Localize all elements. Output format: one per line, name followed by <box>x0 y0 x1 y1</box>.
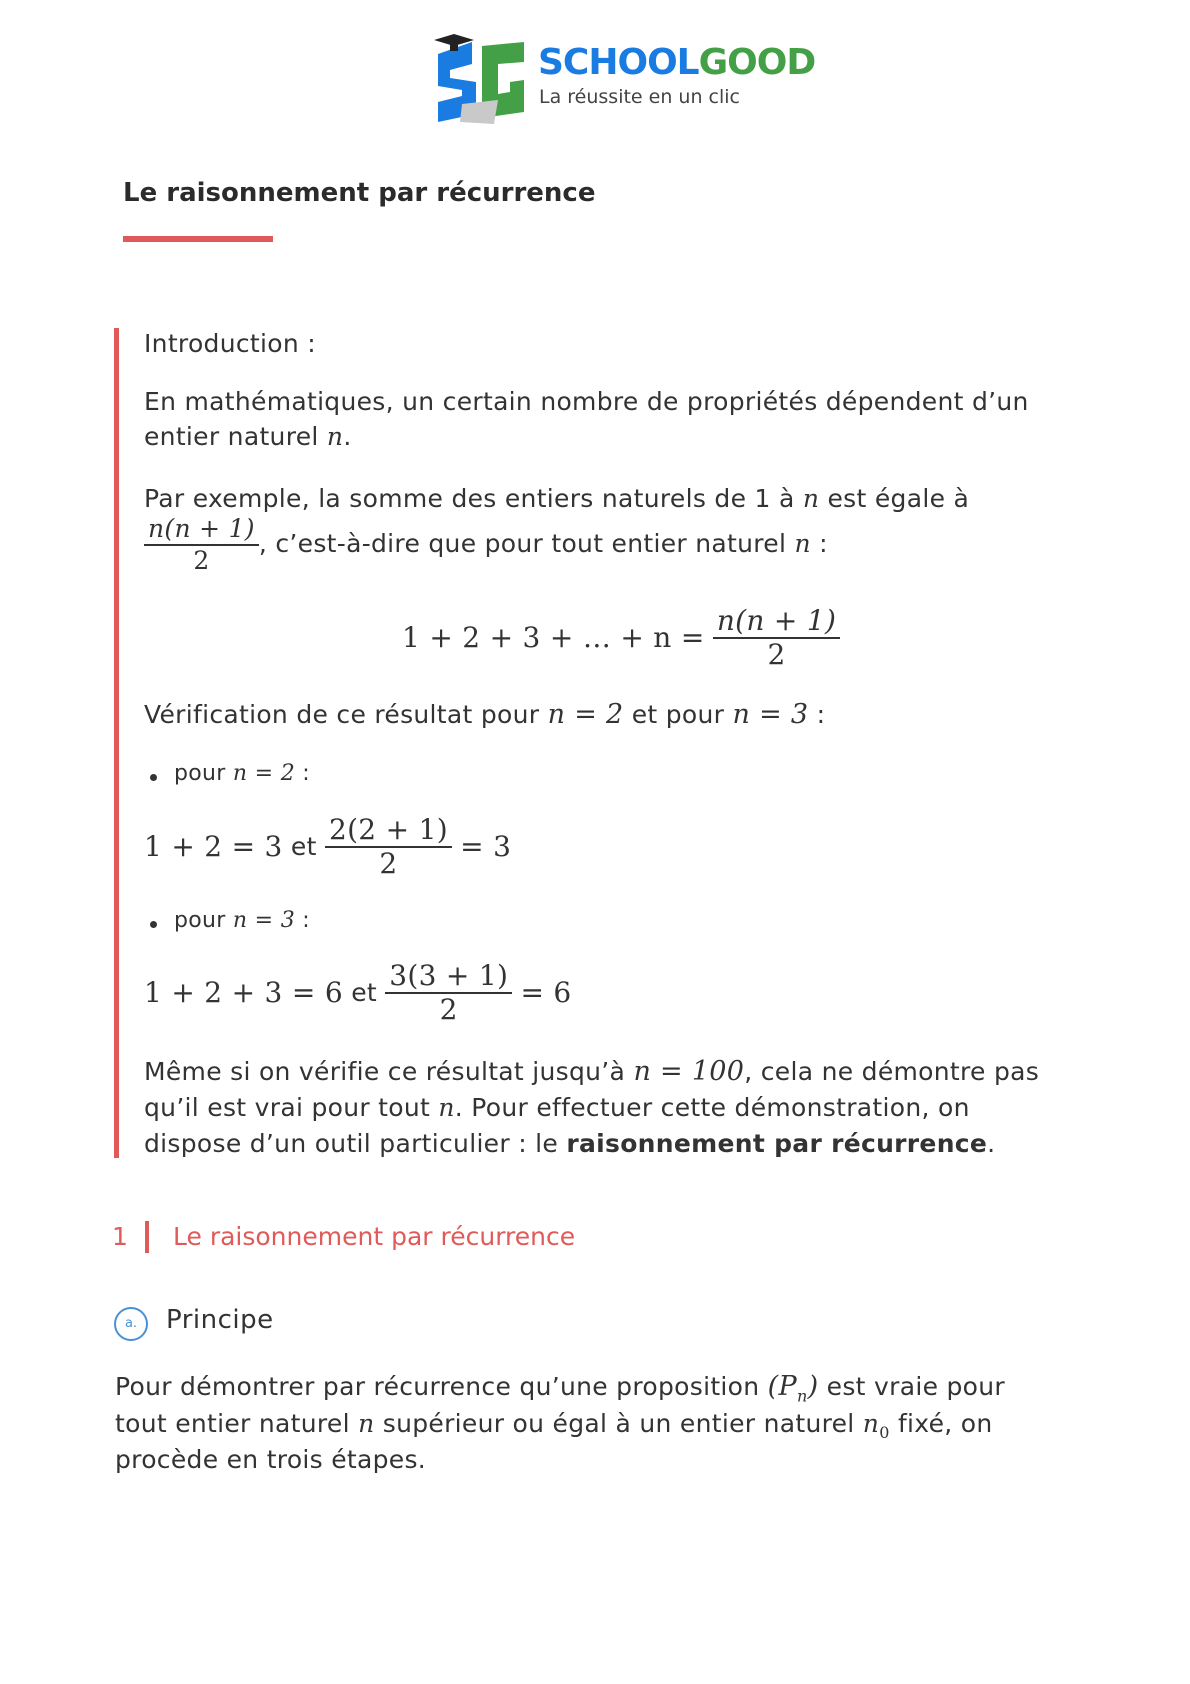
intro-paragraph-1-line2: entier naturel n. <box>144 422 352 451</box>
section-number: 1 <box>112 1222 128 1251</box>
sg-emblem-icon <box>432 34 532 126</box>
principle-line-1: Pour démontrer par récurrence qu’une proposition $(P_n)$ est vraie pour <box>115 1371 1005 1406</box>
intro-heading: Introduction : <box>144 329 316 358</box>
case-n3-label: pour n = 3 : <box>174 908 311 933</box>
intro-paragraph-1: En mathématiques, un certain nombre de propriétés dépendent d’un <box>144 387 1029 416</box>
logo-brand-text: SCHOOLGOOD <box>538 42 816 83</box>
intro-accent-bar <box>114 328 119 1158</box>
principle-line-3: procède en trois étapes. <box>115 1445 427 1474</box>
bullet-dot <box>150 774 157 781</box>
var-n0: $n_0$ <box>862 1409 890 1442</box>
bullet-dot <box>150 921 157 928</box>
section-title: Le raisonnement par récurrence <box>173 1222 576 1251</box>
case-n2-label: pour n = 2 : <box>174 761 311 786</box>
intro-paragraph-2-line2: $\frac{n(n + 1)}{2}$ , c’est-à-dire que pour tout entier naturel n : <box>144 514 828 576</box>
conclusion-line-1: Même si on vérifie ce résultat jusqu’à n = 100, cela ne démontre pas <box>144 1056 1040 1087</box>
section-divider-bar <box>145 1221 149 1253</box>
case-n2-equation: 1 + 2 = 3 et $\frac{2(2 + 1)}{2}$ = 3 <box>144 813 512 880</box>
subsection-badge: a. <box>114 1307 148 1341</box>
sum-formula: 1 + 2 + 3 + … + n = $\frac{n(n + 1)}{2}$ <box>402 605 840 671</box>
schoolgood-logo <box>432 34 816 126</box>
fraction-n-n-plus-1-over-2: $\frac{n(n + 1)}{2}$ <box>144 514 259 576</box>
intro-paragraph-2: Par exemple, la somme des entiers naturels de 1 à n est égale à <box>144 484 970 513</box>
case-n3-equation: 1 + 2 + 3 = 6 et $\frac{3(3 + 1)}{2}$ = 6 <box>144 959 572 1026</box>
conclusion-line-2: qu’il est vrai pour tout n. Pour effectuer cette démonstration, on <box>144 1093 970 1122</box>
logo-tagline: La réussite en un clic <box>539 86 740 108</box>
page-title: Le raisonnement par récurrence <box>123 178 596 208</box>
verification-line: Vérification de ce résultat pour n = 2 et pour n = 3 : <box>144 699 826 730</box>
principle-line-2: tout entier naturel n supérieur ou égal à un entier naturel $n_0$ fixé, on <box>115 1409 993 1442</box>
subsection-title: Principe <box>166 1305 274 1335</box>
conclusion-line-3: dispose d’un outil particulier : le raisonnement par récurrence. <box>144 1129 996 1158</box>
key-term: raisonnement par récurrence <box>566 1129 988 1158</box>
proposition-pn: $(P_n)$ <box>767 1371 819 1406</box>
title-underline <box>123 236 273 242</box>
